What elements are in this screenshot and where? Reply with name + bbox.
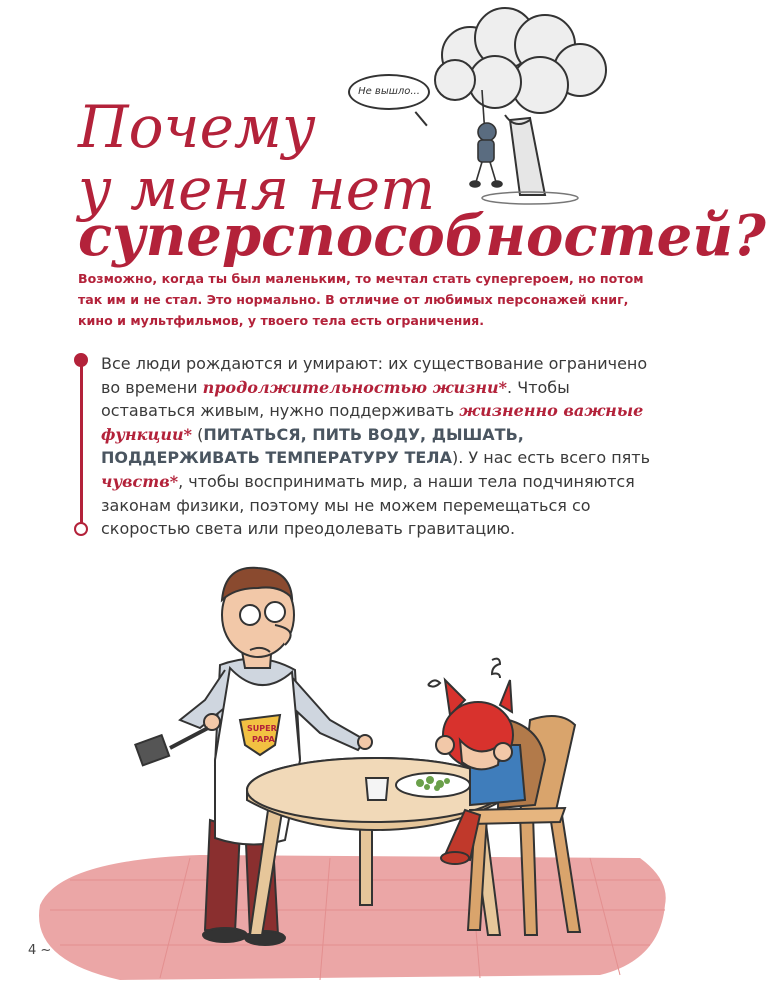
body-paragraph — [101, 352, 661, 541]
body-text-2: . Чтобы оставаться живым, нужно поддерживать — [101, 377, 570, 421]
glossary-term-vital-functions[interactable]: жизненно важные функции* — [101, 401, 644, 444]
body-text-3: ( — [191, 424, 204, 444]
body-text-1: Все люди рождаются и умирают: их существование ограничено во времени — [101, 354, 648, 397]
page-title-line-3: суперспособностей? — [78, 203, 766, 269]
apron-text-2: PAPA — [252, 735, 275, 744]
page-title-line-2: у меня нет — [78, 155, 436, 223]
glossary-term-lifespan[interactable]: продолжительностью жизни* — [202, 377, 508, 397]
page-number: 4 ~ — [28, 943, 52, 958]
timeline-dot-start — [74, 353, 88, 367]
glossary-term-senses[interactable]: чувств* — [101, 471, 179, 491]
body-caps-text: ПИТАТЬСЯ, ПИТЬ ВОДУ, ДЫШАТЬ, ПОДДЕРЖИВАТЬ ТЕМПЕРАТУРУ ТЕЛА — [101, 424, 524, 468]
body-text-5: , чтобы воспринимать мир, а наши тела подчиняются законам физики, поэтому мы не можем перемещаться со скоростью света или преодолевать гравитацию. — [101, 471, 635, 539]
apron-text-1: SUPER — [247, 724, 277, 733]
timeline-line — [80, 360, 83, 530]
timeline-dot-end — [74, 522, 88, 536]
speech-bubble-text: Не вышло... — [358, 86, 420, 97]
intro-paragraph: Возможно, когда ты был маленьким, то мечтал стать супергероем, но потом так им и не стал. Это нормально. В отличие от любимых персонажей книг, кино и мультфильмов, у твоего тела есть ограничения. — [78, 271, 644, 328]
page-title-line-1: Почему — [78, 93, 316, 161]
speech-bubble — [348, 74, 430, 110]
body-text-4: ). У нас есть всего пять — [451, 448, 651, 468]
tree-illustration — [435, 8, 606, 204]
